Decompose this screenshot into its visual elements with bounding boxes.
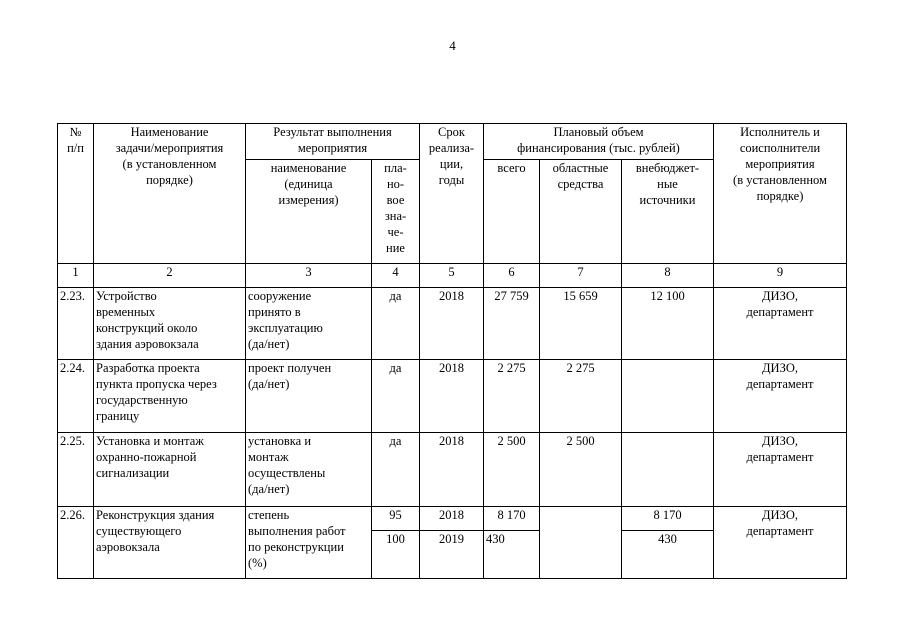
row-result-name <box>246 433 372 507</box>
text-line: по реконструкции <box>248 540 344 554</box>
header-finance <box>484 124 714 160</box>
text-line: внебюджет- <box>635 161 700 175</box>
text-line: ДИЗО, <box>762 508 798 522</box>
text-line: конструкций около <box>96 321 198 335</box>
header-row <box>58 124 847 160</box>
text-line: охранно-пожарной <box>96 450 197 464</box>
row-plan-value: 100 <box>372 531 420 579</box>
text-line: че- <box>387 225 404 239</box>
row-plan-value: да <box>372 288 420 360</box>
text-line: ние <box>386 241 405 255</box>
text-line: департамент <box>746 524 814 538</box>
text-line: Установка и монтаж <box>96 434 204 448</box>
row-fin-offbudget: 430 <box>622 531 714 579</box>
table-row <box>58 507 847 531</box>
row-term: 2019 <box>420 531 484 579</box>
text-line: (да/нет) <box>248 482 290 496</box>
row-fin-regional: 15 659 <box>540 288 622 360</box>
row-term: 2018 <box>420 433 484 507</box>
text-line: Исполнитель и <box>740 125 820 139</box>
row-task <box>94 433 246 507</box>
text-line: (да/нет) <box>248 377 290 391</box>
row-result-name <box>246 288 372 360</box>
text-line: Результат выполнения <box>273 125 392 139</box>
text-line: источники <box>639 193 696 207</box>
text-line: Реконструкция здания <box>96 508 215 522</box>
text-line: департамент <box>746 450 814 464</box>
table-row <box>58 433 847 507</box>
row-fin-regional: 2 275 <box>540 360 622 433</box>
text-line: здания аэровокзала <box>96 337 199 351</box>
text-line: проект получен <box>248 361 332 375</box>
column-number: 6 <box>484 264 540 288</box>
text-line: выполнения работ <box>248 524 346 538</box>
row-fin-offbudget: 8 170 <box>622 507 714 531</box>
row-fin-regional <box>540 507 622 579</box>
row-task <box>94 507 246 579</box>
column-number: 7 <box>540 264 622 288</box>
text-line: областные <box>552 161 609 175</box>
text-line: п/п <box>67 141 84 155</box>
row-fin-total: 27 759 <box>484 288 540 360</box>
page-number: 4 <box>449 38 456 53</box>
column-number: 2 <box>94 264 246 288</box>
text-line: пункта пропуска через <box>96 377 217 391</box>
row-term: 2018 <box>420 360 484 433</box>
row-result-name <box>246 360 372 433</box>
text-line: (единица <box>284 177 333 191</box>
text-line: финансирования (тыс. рублей) <box>517 141 680 155</box>
text-line: ции, <box>439 157 464 171</box>
header-term <box>420 124 484 264</box>
text-line: порядке) <box>756 189 804 203</box>
row-number: 2.24. <box>58 360 94 433</box>
text-line: порядке) <box>146 173 193 187</box>
text-line: наименование <box>270 161 347 175</box>
column-number: 1 <box>58 264 94 288</box>
column-number: 9 <box>714 264 847 288</box>
text-line: реализа- <box>428 141 475 155</box>
text-line: сигнализации <box>96 466 170 480</box>
row-fin-offbudget <box>622 360 714 433</box>
text-line: степень <box>248 508 290 522</box>
column-number: 4 <box>372 264 420 288</box>
header-num <box>58 124 94 264</box>
text-line: существующего <box>96 524 182 538</box>
plan-table <box>57 123 847 579</box>
text-line: (да/нет) <box>248 337 290 351</box>
text-line: Устройство <box>96 289 157 303</box>
header-task <box>94 124 246 264</box>
table-row <box>58 360 847 433</box>
text-line: ДИЗО, <box>762 361 798 375</box>
header-result-name <box>246 160 372 264</box>
row-term: 2018 <box>420 507 484 531</box>
row-fin-total: 2 275 <box>484 360 540 433</box>
row-fin-regional: 2 500 <box>540 433 622 507</box>
text-line: ДИЗО, <box>762 289 798 303</box>
text-line: эксплуатацию <box>248 321 323 335</box>
text-line: Разработка проекта <box>96 361 200 375</box>
text-line: сооружение <box>248 289 312 303</box>
text-line: Наименование <box>130 125 209 139</box>
text-line: аэровокзала <box>96 540 160 554</box>
row-task <box>94 360 246 433</box>
row-executor <box>714 433 847 507</box>
text-line: (в установленном <box>733 173 827 187</box>
text-line: Срок <box>438 125 465 139</box>
row-number: 2.26. <box>58 507 94 579</box>
header-fin-total <box>484 160 540 264</box>
text-line: соисполнители <box>739 141 821 155</box>
text-line: принято в <box>248 305 301 319</box>
text-line: мероприятия <box>297 141 368 155</box>
column-number: 8 <box>622 264 714 288</box>
text-line: временных <box>96 305 156 319</box>
text-line: государственную <box>96 393 188 407</box>
row-executor <box>714 360 847 433</box>
row-executor <box>714 288 847 360</box>
column-number: 3 <box>246 264 372 288</box>
row-number: 2.25. <box>58 433 94 507</box>
text-line: (%) <box>248 556 267 570</box>
header-result-plan <box>372 160 420 264</box>
row-result-name <box>246 507 372 579</box>
text-line: всего <box>497 161 526 175</box>
text-line: мероприятия <box>745 157 815 171</box>
text-line: задачи/мероприятия <box>115 141 224 155</box>
table-row <box>58 288 847 360</box>
row-fin-offbudget: 12 100 <box>622 288 714 360</box>
row-term: 2018 <box>420 288 484 360</box>
header-fin-offbudget <box>622 160 714 264</box>
text-line: (в установленном <box>122 157 217 171</box>
text-line: осуществлены <box>248 466 326 480</box>
text-line: средства <box>557 177 604 191</box>
row-fin-total: 8 170 <box>484 507 540 531</box>
text-line: № <box>69 125 82 139</box>
text-line: границу <box>96 409 140 423</box>
text-line: измерения) <box>278 193 339 207</box>
row-executor <box>714 507 847 579</box>
header-result <box>246 124 420 160</box>
text-line: установка и <box>248 434 312 448</box>
row-fin-total: 430 <box>484 531 540 579</box>
text-line: Плановый объем <box>553 125 644 139</box>
row-number: 2.23. <box>58 288 94 360</box>
row-plan-value: да <box>372 433 420 507</box>
row-plan-value: да <box>372 360 420 433</box>
text-line: департамент <box>746 377 814 391</box>
column-number-row <box>58 264 847 288</box>
text-line: департамент <box>746 305 814 319</box>
text-line: вое <box>386 193 405 207</box>
row-fin-offbudget <box>622 433 714 507</box>
text-line: монтаж <box>248 450 289 464</box>
row-fin-total: 2 500 <box>484 433 540 507</box>
text-line: ные <box>657 177 678 191</box>
text-line: но- <box>386 177 405 191</box>
header-fin-regional <box>540 160 622 264</box>
header-executor <box>714 124 847 264</box>
text-line: зна- <box>384 209 407 223</box>
column-number: 5 <box>420 264 484 288</box>
row-plan-value: 95 <box>372 507 420 531</box>
row-task <box>94 288 246 360</box>
text-line: годы <box>438 173 465 187</box>
text-line: ДИЗО, <box>762 434 798 448</box>
text-line: пла- <box>384 161 407 175</box>
